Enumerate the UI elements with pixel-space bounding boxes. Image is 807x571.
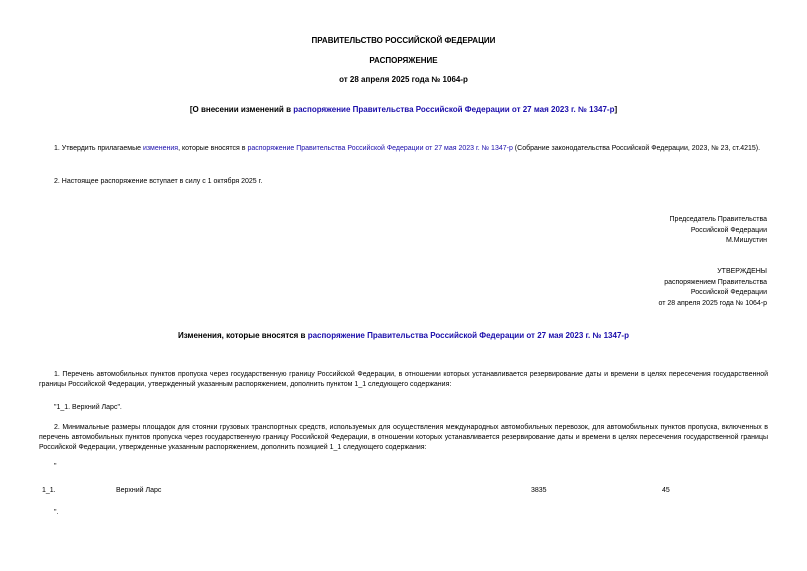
government-heading: ПРАВИТЕЛЬСТВО РОССИЙСКОЙ ФЕДЕРАЦИИ [311,36,496,45]
approval-line-3: Российской Федерации [690,289,767,296]
paragraph-1-start: 1. Утвердить прилагаемые [54,145,143,152]
paragraph-2: 2. Настоящее распоряжение вступает в силу с 1 октября 2025 г. [54,178,263,185]
approval-line-2: распоряжением Правительства [664,278,767,286]
subject-suffix: ] [614,105,618,114]
paragraph-1 [39,144,768,154]
document-date-number: от 28 апреля 2025 года № 1064-р [339,75,468,84]
signature-block [670,215,767,247]
row-name: Верхний Ларс [116,487,162,494]
approval-date: от 28 апреля 2025 года № 1064-р [658,299,767,307]
row-number: 1_1. [42,487,56,494]
approval-block [658,267,767,309]
signature-position: Председатель Правительства [669,216,767,223]
paragraph-1-end: (Собрание законодательства Российской Федерации, 2023, № 23, ст.4215). [512,145,761,152]
document-subject [0,105,807,114]
changes-title-link[interactable]: распоряжение Правительства Российской Федерации от 27 мая 2023 г. № 1347-р [307,331,629,340]
changes-item-2: 2. Минимальные размеры площадок для стоянки грузовых транспортных средств, используемых для осуществления международных автомобильных перевозок, для автомобильных пунктов пропуска, включенных в перечень автомобильных пунктов пропуска через государственную границу Российской Федерации, в отношении которых устанавливается резервирование даты и времени в целях пересечения государственной границы Российской Федерации, утвержденные указанным распоряжением, дополнить позицией 1_1 следующего содержания: [39,424,768,451]
paragraph-1-middle: , которые вносятся в [178,145,248,152]
signature-name: М.Мишустин [725,237,767,244]
approval-title: УТВЕРЖДЕНЫ [717,268,767,275]
subject-prefix: [О внесении изменений в [189,105,294,114]
document-type: РАСПОРЯЖЕНИЕ [369,56,438,65]
changes-title [0,331,807,340]
changes-title-prefix: Изменения, которые вносятся в [178,331,308,340]
order-link[interactable]: распоряжение Правительства Российской Федерации от 27 мая 2023 г. № 1347-р [247,145,513,152]
changes-item-1-quote: "1_1. Верхний Ларс". [54,404,122,411]
changes-item-1: 1. Перечень автомобильных пунктов пропуска через государственную границу Российской Федерации, в отношении которых устанавливается резервирование даты и времени в целях пересечения государственной границы Российской Федерации, утвержденный указанным распоряжением, дополнить пунктом 1_1 следующего содержания: [39,371,768,388]
row-value-2: 45 [662,487,670,494]
open-quote: " [54,463,57,470]
subject-link[interactable]: распоряжение Правительства Российской Федерации от 27 мая 2023 г. № 1347-р [293,105,615,114]
close-quote: ". [54,509,59,516]
row-value-1: 3835 [531,487,547,494]
signature-country: Российской Федерации [690,226,767,234]
changes-link[interactable]: изменения [142,145,179,152]
